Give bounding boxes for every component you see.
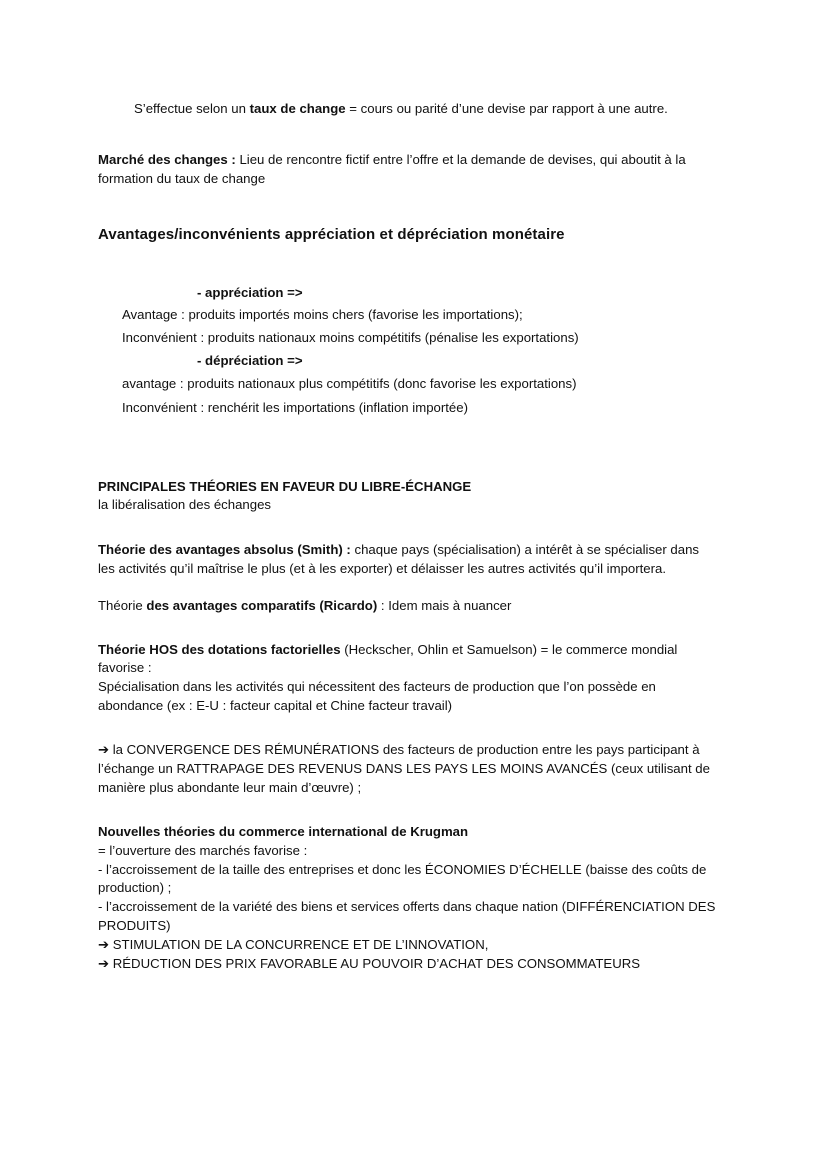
- section-title: Avantages/inconvénients appréciation et dépréciation monétaire: [98, 226, 565, 243]
- marche-definition: Lieu de rencontre fictif entre l’offre et la demande de devises, qui aboutit à la: [235, 152, 686, 167]
- intro-text-pre: S’effectue selon un: [134, 101, 250, 116]
- krugman-stimulation: STIMULATION DE LA CONCURRENCE ET DE L’INNOVATION,: [109, 937, 489, 952]
- convergence-line-1: [98, 740, 700, 759]
- krugman-title: Nouvelles théories du commerce international de Krugman: [98, 824, 469, 839]
- krugman-line-7: [98, 954, 640, 973]
- convergence-text: la CONVERGENCE DES RÉMUNÉRATIONS des facteurs de production entre les pays participant à: [109, 742, 700, 757]
- marche-line-2: formation du taux de change: [98, 171, 266, 186]
- depreciation-label: - dépréciation =>: [197, 353, 303, 368]
- smith-text: chaque pays (spécialisation) a intérêt à se spécialiser dans: [350, 542, 700, 557]
- arrow-right-icon: ➔: [98, 937, 110, 952]
- appreciation-inconvenient: Inconvénient : produits nationaux moins compétitifs (pénalise les exportations): [122, 330, 579, 345]
- smith-label: Théorie des avantages absolus (Smith) :: [98, 542, 351, 557]
- intro-keyword: taux de change: [249, 101, 346, 116]
- ricardo-line: [98, 596, 511, 615]
- ricardo-pre: Théorie: [98, 598, 147, 613]
- hos-label: Théorie HOS des dotations factorielles: [98, 642, 341, 657]
- intro-line: [134, 99, 668, 118]
- appreciation-avantage: Avantage : produits importés moins chers (favorise les importations);: [122, 307, 523, 322]
- hos-text: (Heckscher, Ohlin et Samuelson) = le commerce mondial: [340, 642, 678, 657]
- krugman-reduction: RÉDUCTION DES PRIX FAVORABLE AU POUVOIR D’ACHAT DES CONSOMMATEURS: [109, 956, 641, 971]
- principales-subtitle: la libéralisation des échanges: [98, 497, 272, 512]
- krugman-line-1: = l’ouverture des marchés favorise :: [98, 843, 308, 858]
- hos-line-2: favorise :: [98, 660, 152, 675]
- ricardo-label: des avantages comparatifs (Ricardo): [146, 598, 378, 613]
- hos-line-3: Spécialisation dans les activités qui nécessitent des facteurs de production que l’on possède en: [98, 679, 656, 694]
- smith-line-2: les activités qu’il maîtrise le plus (et à les exporter) et délaisser les autres activités qu’il importera.: [98, 561, 667, 576]
- smith-line-1: [98, 540, 699, 559]
- marche-label: Marché des changes :: [98, 152, 236, 167]
- krugman-line-2: - l’accroissement de la taille des entreprises et donc les ÉCONOMIES D’ÉCHELLE (baisse des coûts de: [98, 862, 707, 877]
- marche-line-1: [98, 150, 686, 169]
- intro-text-post: = cours ou parité d’une devise par rapport à une autre.: [345, 101, 668, 116]
- ricardo-post: : Idem mais à nuancer: [377, 598, 512, 613]
- hos-line-4: abondance (ex : E-U : facteur capital et Chine facteur travail): [98, 698, 453, 713]
- appreciation-label: - appréciation =>: [197, 285, 303, 300]
- krugman-line-5: PRODUITS): [98, 918, 171, 933]
- hos-line-1: [98, 640, 677, 659]
- convergence-line-2: l’échange un RATTRAPAGE DES REVENUS DANS LES PAYS LES MOINS AVANCÉS (ceux utilisant de: [98, 761, 710, 776]
- krugman-line-4: - l’accroissement de la variété des biens et services offerts dans chaque nation (DIFFÉRENCIATION DES: [98, 899, 716, 914]
- arrow-right-icon: ➔: [98, 742, 110, 757]
- krugman-line-6: [98, 935, 488, 954]
- arrow-right-icon: ➔: [98, 956, 110, 971]
- convergence-line-3: manière plus abondante leur main d’œuvre) ;: [98, 780, 362, 795]
- depreciation-avantage: avantage : produits nationaux plus compétitifs (donc favorise les exportations): [122, 376, 577, 391]
- depreciation-inconvenient: Inconvénient : renchérit les importations (inflation importée): [122, 400, 468, 415]
- principales-title: PRINCIPALES THÉORIES EN FAVEUR DU LIBRE-ÉCHANGE: [98, 479, 472, 494]
- krugman-line-3: production) ;: [98, 880, 172, 895]
